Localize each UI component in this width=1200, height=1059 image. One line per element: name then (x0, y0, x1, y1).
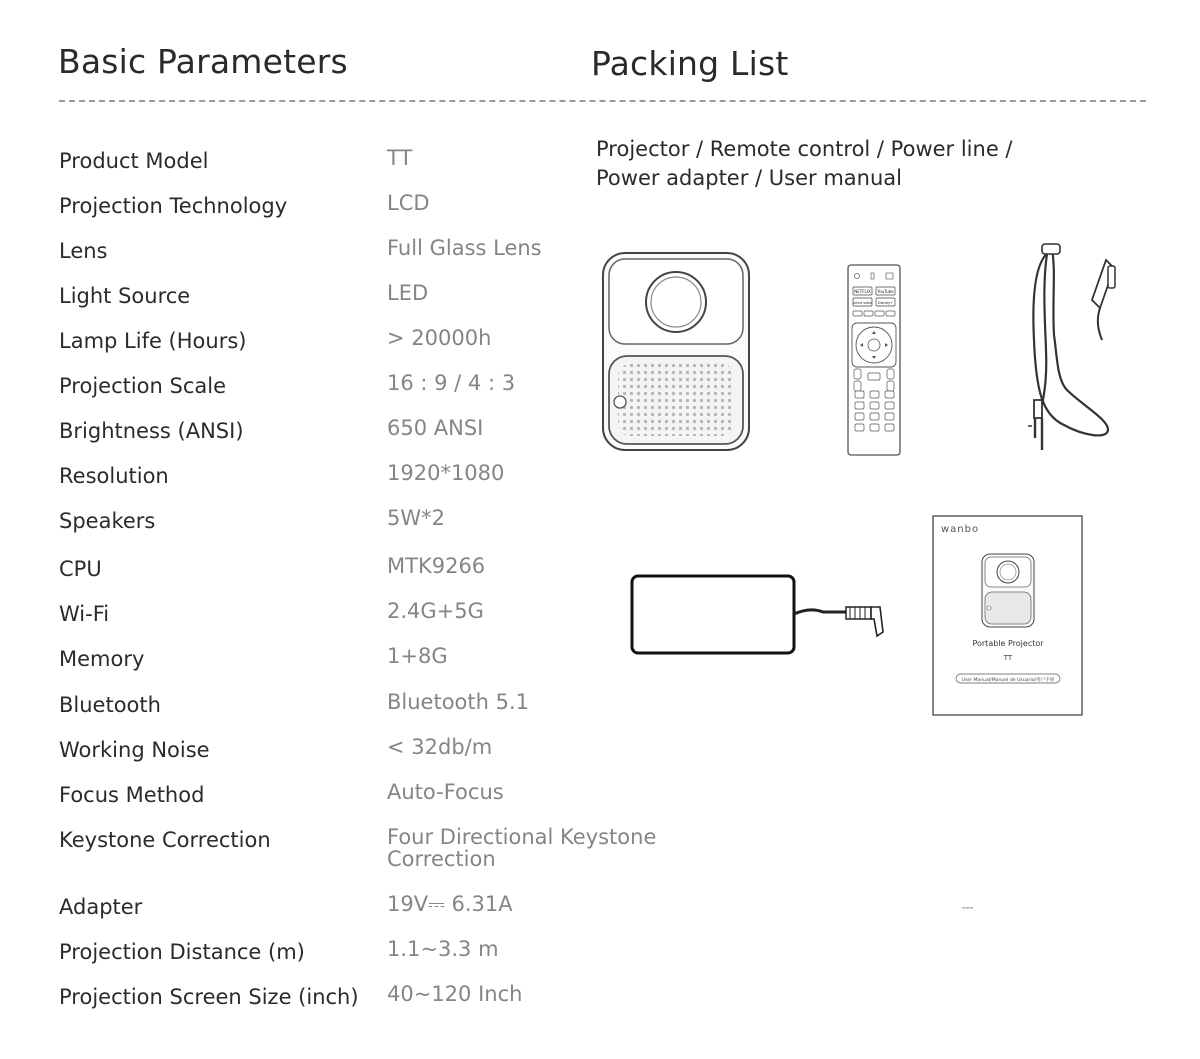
spec-label: Wi-Fi (59, 602, 110, 626)
spec-value: 40~120 Inch (387, 982, 523, 1006)
power-adapter-icon (628, 572, 890, 658)
spec-label: Projection Technology (59, 194, 288, 218)
spec-label: Keystone Correction (59, 828, 271, 852)
spec-value: MTK9266 (387, 554, 486, 578)
remote-prime-label: prime video (852, 301, 873, 305)
spec-value: 2.4G+5G (387, 599, 484, 623)
spec-label: Speakers (59, 509, 156, 533)
spec-value: 1.1~3.3 m (387, 937, 499, 961)
spec-value: > 20000h (387, 326, 492, 350)
remote-youtube-label: YouTube (877, 289, 894, 294)
spec-value: 5W*2 (387, 506, 445, 530)
spec-label: Lamp Life (Hours) (59, 329, 247, 353)
spec-value: 16 : 9 / 4 : 3 (387, 371, 516, 395)
remote-netflix-label: NETFLIX (854, 289, 871, 294)
spec-value: < 32db/m (387, 735, 493, 759)
spec-value: Bluetooth 5.1 (387, 690, 530, 714)
dc-symbol-icon: ⎓ (962, 900, 974, 916)
spec-label: Projection Screen Size (inch) (59, 985, 359, 1009)
spec-value: Four Directional Keystone Correction (387, 825, 657, 871)
spec-value: TT (387, 146, 413, 170)
dashed-divider (59, 100, 1146, 102)
spec-label: Bluetooth (59, 693, 161, 717)
spec-value: 1920*1080 (387, 461, 505, 485)
spec-value: LED (387, 281, 429, 305)
spec-label: Focus Method (59, 783, 205, 807)
remote-control-icon (846, 263, 902, 457)
spec-label: Working Noise (59, 738, 210, 762)
spec-label: CPU (59, 557, 102, 581)
packing-list-heading: Packing List (591, 44, 789, 83)
spec-value: Full Glass Lens (387, 236, 542, 260)
remote-disney-label: Disney+ (877, 301, 894, 305)
spec-label: Light Source (59, 284, 191, 308)
spec-label: Adapter (59, 895, 143, 919)
manual-brand: wanbo (941, 524, 980, 535)
spec-label: Projection Scale (59, 374, 227, 398)
basic-parameters-heading: Basic Parameters (58, 42, 348, 81)
spec-value: 650 ANSI (387, 416, 484, 440)
spec-value: 19V⎓ 6.31A (387, 892, 513, 916)
spec-value: 1+8G (387, 644, 448, 668)
packing-contents: Projector / Remote control / Power line / Power adapter / User manual (596, 137, 1013, 190)
spec-label: Lens (59, 239, 108, 263)
spec-label: Resolution (59, 464, 169, 488)
spec-label: Brightness (ANSI) (59, 419, 244, 443)
manual-title: Portable Projector (972, 639, 1044, 648)
spec-value: Auto-Focus (387, 780, 504, 804)
manual-model: TT (1003, 654, 1013, 662)
spec-value: LCD (387, 191, 430, 215)
spec-label: Product Model (59, 149, 209, 173)
spec-label: Projection Distance (m) (59, 940, 305, 964)
user-manual-icon (931, 514, 1085, 718)
projector-icon (600, 250, 752, 455)
manual-languages: User Manual/Manuel de Usuario/用户手册 (961, 678, 1055, 683)
spec-label: Memory (59, 647, 145, 671)
power-line-icon (1012, 240, 1117, 455)
